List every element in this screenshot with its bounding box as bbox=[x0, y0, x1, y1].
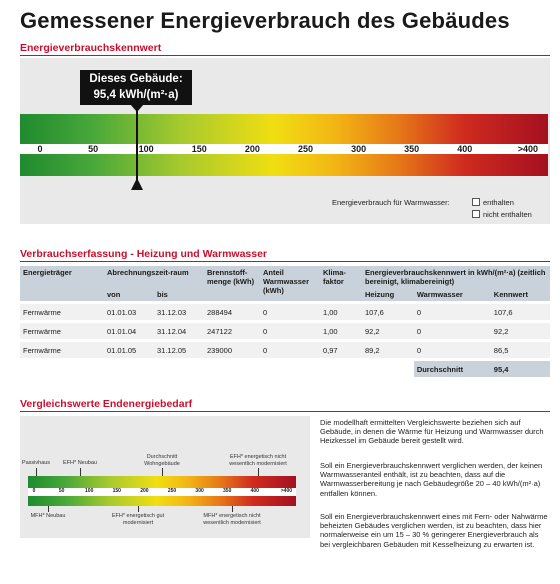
explanation-paragraph-2: Soll ein Energieverbrauchskennwert verglichen werden, der keinen Warmwasseranteil enthält, ist zu beachten, dass auf die Warmwasserbereitung je nach Gebäudegröße 20 – 40 kWh/(m²·a) entfallen können. bbox=[320, 461, 543, 498]
scale-tick-2: 100 bbox=[138, 144, 154, 154]
ref-efh-gut-modernisiert: EFH* energetisch gut modernisiert bbox=[111, 513, 165, 526]
energy-scale-bottom-bar bbox=[20, 154, 548, 176]
value-marker-line bbox=[136, 104, 138, 184]
ref-marker bbox=[36, 468, 37, 476]
mini-scale-tick-4: 200 bbox=[140, 488, 149, 494]
callout-value: 95,4 kWh/(m²·a) bbox=[93, 89, 179, 101]
ref-mfh-neubau: MFH* Neubau bbox=[30, 513, 66, 519]
ref-marker bbox=[48, 506, 49, 512]
scale-tick-5: 250 bbox=[297, 144, 314, 154]
checkbox-icon bbox=[472, 210, 480, 218]
section-divider bbox=[20, 55, 550, 56]
durchschnitt-label: Durchschnitt bbox=[414, 360, 491, 378]
table-summary-row bbox=[20, 360, 550, 378]
header-bis: bis bbox=[154, 288, 204, 303]
warmwasser-option-enthalten[interactable]: enthalten bbox=[472, 198, 514, 207]
mini-scale-tick-7: 350 bbox=[223, 488, 232, 494]
page-title: Gemessener Energieverbrauch des Gebäudes bbox=[20, 8, 510, 33]
ref-mfh-nicht-modernisiert: MFH* energetisch nicht wesentlich modernisiert bbox=[203, 513, 261, 526]
section-heading-kennwert: Energieverbrauchskennwert bbox=[20, 42, 162, 54]
building-value-callout bbox=[80, 70, 192, 105]
ref-efh-nicht-modernisiert: EFH* energetisch nicht wesentlich modernisiert bbox=[229, 454, 287, 467]
header-heizung: Heizung bbox=[362, 288, 414, 303]
section-heading-verbrauchserfassung: Verbrauchserfassung - Heizung und Warmwasser bbox=[20, 248, 268, 260]
table-row: Fernwärme 01.01.03 31.12.03 288494 0 1,00 107,6 0 107,6 bbox=[20, 303, 550, 322]
mini-scale-tick-9: >400 bbox=[280, 488, 293, 494]
ref-marker bbox=[138, 506, 139, 512]
callout-label: Dieses Gebäude: bbox=[89, 73, 183, 85]
header-anteil: Anteil Warmwasser (kWh) bbox=[260, 266, 320, 303]
mini-scale-tick-0: 0 bbox=[32, 488, 36, 494]
mini-scale-tick-5: 250 bbox=[167, 488, 177, 494]
ref-durchschnitt: Durchschnitt Wohngebäude bbox=[144, 454, 180, 467]
checkbox-icon bbox=[472, 198, 480, 206]
scale-tick-7: 350 bbox=[404, 144, 420, 154]
mini-scale-tick-6: 300 bbox=[195, 488, 204, 494]
header-von: von bbox=[104, 288, 154, 303]
header-abrechnung: Abrechnungszeit-raum bbox=[104, 266, 204, 288]
header-kennwert: Kennwert bbox=[491, 288, 550, 303]
warmwasser-label: Energieverbrauch für Warmwasser: bbox=[332, 198, 450, 207]
mini-scale-tick-2: 100 bbox=[85, 488, 94, 494]
table-row: Fernwärme 01.01.05 31.12.05 239000 0 0,97 89,2 0 86,5 bbox=[20, 341, 550, 360]
ref-marker bbox=[162, 468, 163, 476]
explanation-paragraph-1: Die modellhaft ermittelten Vergleichswerte beziehen sich auf Gebäude, in denen die Wärme für Heizung und Warmwasser durch Heizkessel im Gebäude bereit gestellt wird. bbox=[320, 418, 544, 446]
warmwasser-option-nicht-enthalten[interactable]: nicht enthalten bbox=[472, 210, 532, 219]
scale-tick-9: >400 bbox=[517, 144, 539, 154]
table-header-row bbox=[20, 266, 550, 288]
header-kennwert-group: Energieverbrauchskennwert in kWh/(m²·a) (zeitlich bereinigt, klimabereinigt) bbox=[362, 266, 550, 288]
header-klima: Klima-faktor bbox=[320, 266, 362, 303]
scale-tick-8: 400 bbox=[457, 144, 473, 154]
header-energietraeger: Energieträger bbox=[20, 266, 104, 303]
section-divider bbox=[20, 261, 550, 262]
ref-marker bbox=[232, 506, 233, 512]
scale-tick-1: 50 bbox=[88, 144, 99, 154]
consumption-table bbox=[20, 266, 550, 377]
scale-tick-6: 300 bbox=[351, 144, 367, 154]
comparison-scale-top-bar bbox=[28, 476, 296, 488]
energy-scale-top-bar bbox=[20, 114, 548, 144]
durchschnitt-value: 95,4 bbox=[491, 360, 550, 378]
mini-scale-tick-8: 400 bbox=[250, 488, 259, 494]
section-divider bbox=[20, 411, 550, 412]
mini-scale-tick-1: 50 bbox=[58, 488, 65, 494]
value-marker-arrow bbox=[131, 178, 143, 190]
header-brennstoff: Brennstoff-menge (kWh) bbox=[204, 266, 260, 303]
scale-tick-0: 0 bbox=[37, 144, 43, 154]
explanation-paragraph-3: Soll ein Energieverbrauchskennwert eines mit Fern- oder Nahwärme beheizten Gebäudes verglichen werden, ist zu beachten, dass hier normalerweise ein um 15 – 30 % geringerer Energieverbrauch als bei vergleichbaren Gebäuden mit Kesselheizung zu erwarten ist. bbox=[320, 512, 548, 549]
table-row: Fernwärme 01.01.04 31.12.04 247122 0 1,00 92,2 0 92,2 bbox=[20, 322, 550, 341]
ref-efh-neubau: EFH* Neubau bbox=[63, 460, 97, 466]
ref-marker bbox=[80, 468, 81, 476]
scale-tick-4: 200 bbox=[244, 144, 260, 154]
section-heading-vergleichswerte: Vergleichswerte Endenergiebedarf bbox=[20, 398, 193, 410]
scale-tick-3: 150 bbox=[191, 144, 207, 154]
ref-passivhaus: Passivhaus bbox=[21, 460, 51, 466]
ref-marker bbox=[258, 468, 259, 476]
comparison-scale-bottom-bar bbox=[28, 496, 296, 506]
header-warmwasser: Warmwasser bbox=[414, 288, 491, 303]
mini-scale-tick-3: 150 bbox=[112, 488, 121, 494]
